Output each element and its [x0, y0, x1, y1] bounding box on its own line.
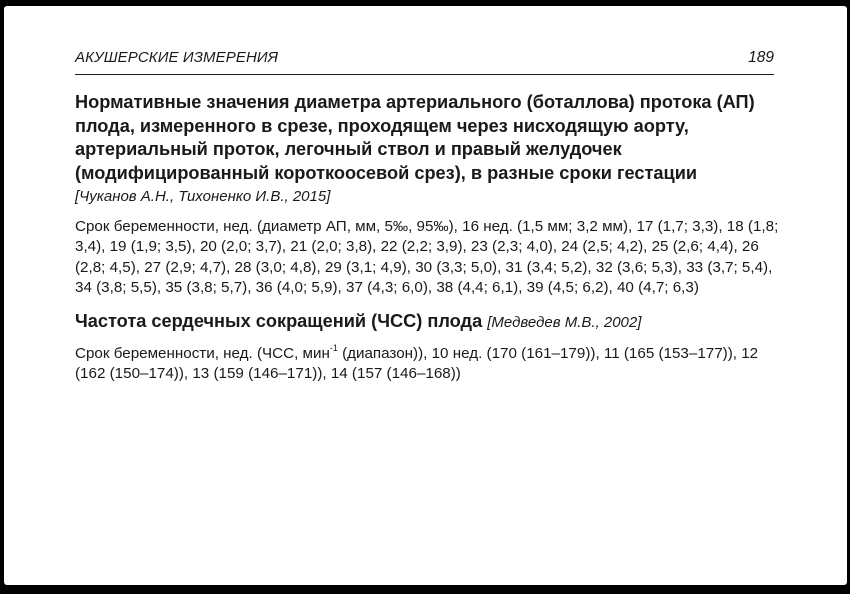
- running-title: АКУШЕРСКИЕ ИЗМЕРЕНИЯ: [75, 49, 279, 66]
- page-content: [75, 91, 780, 384]
- section-fetal-heart-rate: [75, 310, 780, 384]
- section-citation: [Медведев М.В., 2002]: [487, 314, 642, 332]
- section-ductus-arteriosus-diameter: [75, 91, 780, 298]
- section-heading: [75, 310, 780, 335]
- section-body: Срок беременности, нед. (диаметр АП, мм, 5‰, 95‰), 16 нед. (1,5 мм; 3,2 мм), 17 (1,7; 3,3), 18 (1,8; 3,4), 19 (1,9; 3,5), 20 (2,0; 3,7), 21 (2,0; 3,8), 22 (2,2; 3,9), 23 (2,3; 4,0), 24 (2,5; 4,2), 25 (2,6; 4,4), 26 (2,8; 4,5), 27 (2,9; 4,7), 28 (3,0; 4,8), 29 (3,1; 4,9), 30 (3,3; 5,0), 31 (3,4; 5,2), 32 (3,6; 5,3), 33 (3,7; 5,4), 34 (3,8; 5,5), 35 (3,8; 5,7), 36 (4,0; 5,9), 37 (4,3; 6,0), 38 (4,4; 6,1), 39 (4,5; 6,2), 40 (4,7; 6,3): [75, 218, 779, 296]
- unit-exponent: -1: [329, 342, 338, 353]
- section-body: [75, 344, 780, 385]
- section-body-text: Срок беременности, нед. (ЧСС, мин: [75, 344, 330, 362]
- section-body-text-continued: (диапазон)), 10 нед. (170 (161–179)), 11 (165 (153–177)), 12 (162 (150–174)), 13 (159 (146–171)), 14 (157 (146–168)): [75, 344, 759, 382]
- running-header: [75, 49, 774, 75]
- book-page: [4, 6, 847, 585]
- section-heading: Нормативные значения диаметра артериального (боталлова) протока (АП) плода, измеренного в срезе, проходящем через нисходящую аорту, артериальный проток, легочный ствол и правый желудочек (модифицированный короткоосевой срез), в разные сроки гестации: [75, 92, 755, 183]
- section-citation: [Чуканов А.Н., Тихоненко И.В., 2015]: [75, 188, 331, 205]
- section-heading-text: Частота сердечных сокращений (ЧСС) плода: [75, 311, 483, 332]
- page-number: 189: [748, 49, 774, 66]
